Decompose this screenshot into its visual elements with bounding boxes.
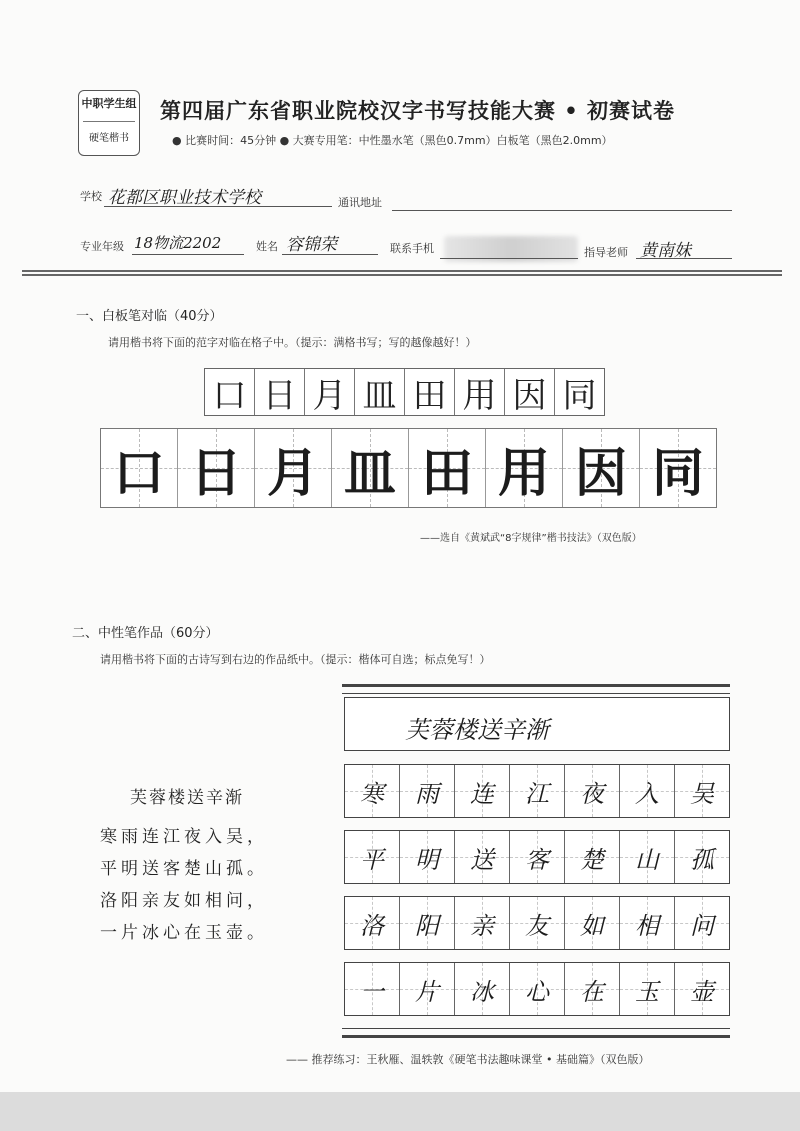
work-cell[interactable] (510, 963, 565, 1015)
work-title-box[interactable] (344, 697, 730, 751)
work-char: 问 (690, 911, 714, 940)
work-title: 芙蓉楼送辛渐 (405, 716, 549, 744)
name-value[interactable]: 容锦荣 (286, 235, 337, 255)
badge-category-label: 硬笔楷书 (89, 133, 129, 144)
model-char: 因 (505, 369, 555, 415)
work-cell[interactable] (345, 963, 400, 1015)
written-char: 日 (189, 442, 242, 504)
practice-cell[interactable] (486, 429, 563, 507)
work-char: 寒 (360, 779, 384, 808)
model-char-row (204, 368, 605, 416)
work-cell[interactable] (345, 765, 400, 817)
work-char: 夜 (580, 779, 604, 808)
work-char: 在 (580, 977, 604, 1006)
address-label: 通讯地址 (338, 196, 382, 209)
practice-cell[interactable] (101, 429, 178, 507)
work-cell[interactable] (400, 765, 455, 817)
section2-instruction: 请用楷书将下面的古诗写到右边的作品纸中。（提示：楷体可自选；标点免写！） (100, 653, 491, 666)
exam-subtitle: ● 比赛时间：45分钟 ● 大赛专用笔：中性墨水笔（黑色0.7mm）白板笔（黑色2.0mm） (172, 134, 613, 147)
work-cell[interactable] (565, 831, 620, 883)
model-char: 月 (305, 369, 355, 415)
group-badge (78, 90, 140, 156)
work-cell[interactable] (510, 765, 565, 817)
phone-underline[interactable] (440, 258, 578, 259)
work-char: 亲 (470, 911, 494, 940)
work-cell[interactable] (565, 897, 620, 949)
work-cell[interactable] (620, 897, 675, 949)
work-grid-row[interactable] (344, 830, 730, 884)
practice-cell[interactable] (332, 429, 409, 507)
work-grid-row[interactable] (344, 764, 730, 818)
work-char: 明 (415, 845, 439, 874)
practice-cell[interactable] (255, 429, 332, 507)
name-underline (282, 254, 378, 255)
major-label: 专业年级 (80, 240, 124, 253)
header-separator (22, 270, 782, 276)
work-char: 孤 (690, 845, 714, 874)
teacher-label: 指导老师 (584, 246, 628, 259)
poem-line: 一片冰心在玉壶。 (100, 923, 268, 943)
work-char: 雨 (415, 779, 439, 808)
work-char: 山 (635, 845, 659, 874)
work-char: 如 (580, 911, 604, 940)
section1-heading: 一、白板笔对临（40分） (76, 309, 223, 324)
work-cell[interactable] (620, 963, 675, 1015)
model-char: 田 (405, 369, 455, 415)
work-char: 阳 (415, 911, 439, 940)
model-char: 口 (205, 369, 255, 415)
work-char: 一 (360, 977, 384, 1006)
work-cell[interactable] (455, 765, 510, 817)
work-char: 连 (470, 779, 494, 808)
work-cell[interactable] (345, 831, 400, 883)
work-char: 冰 (470, 977, 494, 1006)
address-field[interactable] (392, 210, 732, 211)
work-cell[interactable] (400, 963, 455, 1015)
work-char: 入 (635, 779, 659, 808)
work-cell[interactable] (345, 897, 400, 949)
work-paper-bottom-border (342, 1028, 730, 1038)
work-char: 片 (415, 977, 439, 1006)
section1-credit: ——选自《黄斌武“8字规律”楷书技法》（双色版） (420, 533, 642, 544)
work-char: 友 (525, 911, 549, 940)
work-char: 相 (635, 911, 659, 940)
poem-title: 芙蓉楼送辛渐 (130, 788, 244, 808)
poem-line: 平明送客楚山孤。 (100, 859, 268, 879)
work-char: 玉 (635, 977, 659, 1006)
work-cell[interactable] (620, 831, 675, 883)
work-char: 壶 (690, 977, 714, 1006)
work-char: 心 (525, 977, 549, 1006)
poem-line: 寒雨连江夜入吴， (100, 827, 268, 847)
name-label: 姓名 (256, 240, 278, 253)
work-grid-row[interactable] (344, 962, 730, 1016)
work-cell[interactable] (565, 765, 620, 817)
work-cell[interactable] (675, 963, 729, 1015)
written-char: 口 (112, 442, 165, 504)
teacher-underline (636, 258, 732, 259)
work-cell[interactable] (455, 963, 510, 1015)
model-char: 同 (555, 369, 604, 415)
work-cell[interactable] (400, 897, 455, 949)
model-char: 用 (455, 369, 505, 415)
work-cell[interactable] (675, 831, 729, 883)
school-underline (104, 206, 332, 207)
phone-label: 联系手机 (390, 242, 434, 255)
practice-grid-row[interactable] (100, 428, 717, 508)
scan-edge-shadow (0, 1092, 800, 1131)
work-char: 江 (525, 779, 549, 808)
work-cell[interactable] (455, 831, 510, 883)
recommendation-note: —— 推荐练习：王秋雁、温轶敦《硬笔书法趣味课堂 • 基础篇》（双色版） (286, 1053, 650, 1066)
work-cell[interactable] (455, 897, 510, 949)
work-cell[interactable] (675, 765, 729, 817)
work-char: 洛 (360, 911, 384, 940)
written-char: 同 (651, 442, 704, 504)
major-value[interactable]: 18物流2202 (134, 234, 222, 252)
school-value[interactable]: 花都区职业技术学校 (108, 188, 261, 208)
work-char: 楚 (580, 845, 604, 874)
model-char: 皿 (355, 369, 405, 415)
work-char: 送 (470, 845, 494, 874)
written-char: 用 (497, 442, 550, 504)
work-cell[interactable] (675, 897, 729, 949)
exam-title: 第四届广东省职业院校汉字书写技能大赛 • 初赛试卷 (160, 99, 676, 123)
work-cell[interactable] (400, 831, 455, 883)
section1-instruction: 请用楷书将下面的范字对临在格子中。（提示：满格书写；写的越像越好！） (108, 336, 477, 349)
work-paper-top-border (342, 684, 730, 694)
practice-cell[interactable] (563, 429, 640, 507)
teacher-value[interactable]: 黄南妹 (640, 241, 691, 261)
work-char: 平 (360, 845, 384, 874)
practice-cell[interactable] (178, 429, 255, 507)
badge-divider (83, 121, 135, 122)
work-cell[interactable] (565, 963, 620, 1015)
work-char: 吴 (690, 779, 714, 808)
work-cell[interactable] (510, 831, 565, 883)
model-char: 日 (255, 369, 305, 415)
work-cell[interactable] (620, 765, 675, 817)
written-char: 皿 (343, 442, 396, 504)
work-cell[interactable] (510, 897, 565, 949)
work-char: 客 (525, 845, 549, 874)
section2-heading: 二、中性笔作品（60分） (72, 626, 219, 641)
written-char: 月 (266, 442, 319, 504)
work-grid-row[interactable] (344, 896, 730, 950)
school-label: 学校 (80, 190, 102, 203)
badge-group-label: 中职学生组 (81, 97, 137, 110)
practice-cell[interactable] (640, 429, 716, 507)
written-char: 因 (574, 442, 627, 504)
poem-line: 洛阳亲友如相问， (100, 891, 268, 911)
major-underline (132, 254, 244, 255)
practice-cell[interactable] (409, 429, 486, 507)
written-char: 田 (420, 442, 473, 504)
